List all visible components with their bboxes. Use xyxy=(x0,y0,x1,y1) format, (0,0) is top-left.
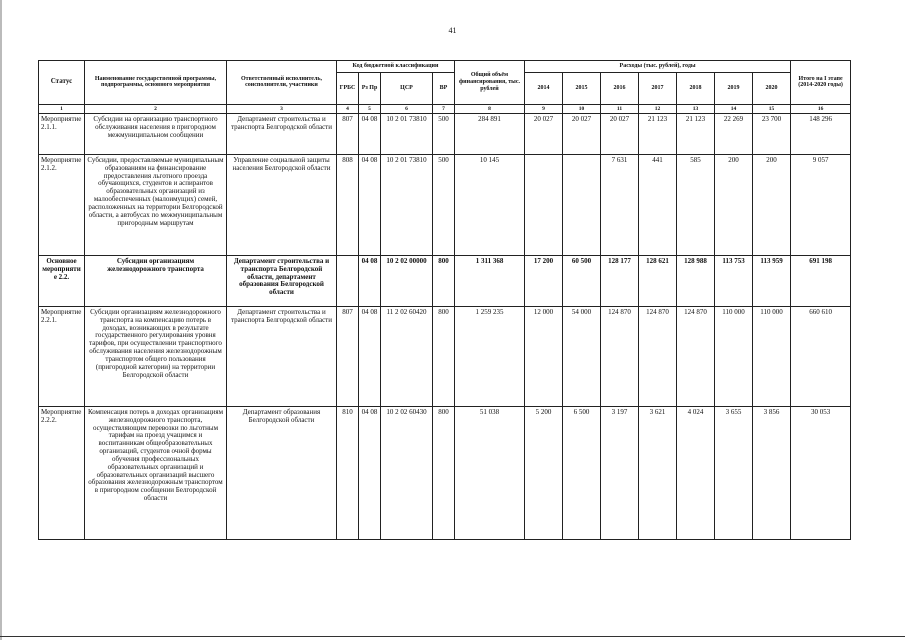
header-expenses: Расходы (тыс. рублей), годы xyxy=(525,61,791,73)
column-number: 16 xyxy=(791,104,851,113)
row-2017: 21 123 xyxy=(639,113,677,154)
row-2014: 5 200 xyxy=(525,406,563,539)
row-executor: Департамент строительства и транспорта Белгородской области xyxy=(227,113,337,154)
table-row xyxy=(39,406,851,539)
header-year: 2017 xyxy=(639,72,677,104)
row-2015 xyxy=(563,154,601,255)
row-2014: 17 200 xyxy=(525,255,563,306)
header-year: 2018 xyxy=(677,72,715,104)
header-program-name: Наименование государственной программы, подпрограммы, основного мероприятия xyxy=(85,61,227,105)
row-stage-total: 9 057 xyxy=(791,154,851,255)
row-2015: 54 000 xyxy=(563,306,601,406)
column-number: 4 xyxy=(337,104,359,113)
row-2016: 128 177 xyxy=(601,255,639,306)
row-vr: 800 xyxy=(433,255,455,306)
header-year: 2015 xyxy=(563,72,601,104)
budget-table xyxy=(38,60,851,540)
row-name: Субсидии организациям железнодорожного транспорта xyxy=(85,255,227,306)
row-2014 xyxy=(525,154,563,255)
column-number: 11 xyxy=(601,104,639,113)
header-rz-pr: Рз Пр xyxy=(359,72,381,104)
header-stage-total: Итого на I этапе (2014-2020 годы) xyxy=(791,61,851,105)
header-year: 2014 xyxy=(525,72,563,104)
row-2019: 200 xyxy=(715,154,753,255)
column-number: 5 xyxy=(359,104,381,113)
row-rz-pr: 04 08 xyxy=(359,406,381,539)
column-number: 3 xyxy=(227,104,337,113)
table-row xyxy=(39,154,851,255)
column-number: 9 xyxy=(525,104,563,113)
row-grbs: 807 xyxy=(337,113,359,154)
row-name: Субсидии на организацию транспортного обслуживания населения в пригородном межмуниципальном сообщении xyxy=(85,113,227,154)
row-csr: 10 2 01 73810 xyxy=(381,113,433,154)
row-executor: Департамент образования Белгородской области xyxy=(227,406,337,539)
header-executor: Ответственный исполнитель, соисполнители, участники xyxy=(227,61,337,105)
row-2015: 6 500 xyxy=(563,406,601,539)
row-csr: 10 2 02 60430 xyxy=(381,406,433,539)
row-2014: 20 027 xyxy=(525,113,563,154)
row-vr: 500 xyxy=(433,113,455,154)
row-2018: 128 988 xyxy=(677,255,715,306)
row-2020: 113 959 xyxy=(753,255,791,306)
header-year: 2019 xyxy=(715,72,753,104)
row-2019: 110 000 xyxy=(715,306,753,406)
column-number: 8 xyxy=(455,104,525,113)
row-2019: 22 269 xyxy=(715,113,753,154)
table-row xyxy=(39,306,851,406)
header-year: 2016 xyxy=(601,72,639,104)
row-executor: Департамент строительства и транспорта Белгородской области, департамент образования Белгородской области xyxy=(227,255,337,306)
row-vr: 500 xyxy=(433,154,455,255)
row-2016: 124 870 xyxy=(601,306,639,406)
row-rz-pr: 04 08 xyxy=(359,154,381,255)
row-2017: 128 621 xyxy=(639,255,677,306)
column-number-row xyxy=(39,104,851,113)
row-stage-total: 691 198 xyxy=(791,255,851,306)
row-2017: 124 870 xyxy=(639,306,677,406)
row-status: Мероприятие 2.2.1. xyxy=(39,306,85,406)
row-status: Мероприятие 2.1.1. xyxy=(39,113,85,154)
header-status: Статус xyxy=(39,61,85,105)
row-2019: 113 753 xyxy=(715,255,753,306)
table-row xyxy=(39,255,851,306)
column-number: 6 xyxy=(381,104,433,113)
header-total-volume: Общий объём финансирования, тыс. рублей xyxy=(455,61,525,105)
column-number: 7 xyxy=(433,104,455,113)
column-number: 12 xyxy=(639,104,677,113)
page-number: 41 xyxy=(448,26,457,35)
scan-edge xyxy=(0,0,2,640)
row-2017: 3 621 xyxy=(639,406,677,539)
table-row xyxy=(39,113,851,154)
row-vr: 800 xyxy=(433,306,455,406)
row-2016: 3 197 xyxy=(601,406,639,539)
row-name: Субсидии организациям железнодорожного транспорта на компенсацию потерь в доходах, возникающих в результате государственного регулирования уровня тарифов, при осуществлении транспортного обслуживания населения железнодорожным транспортом общего пользования (пригородной категории) на территории Белгородской области xyxy=(85,306,227,406)
row-2018: 21 123 xyxy=(677,113,715,154)
header-row-1 xyxy=(39,61,851,73)
header-vr: ВР xyxy=(433,72,455,104)
row-2014: 12 000 xyxy=(525,306,563,406)
row-rz-pr: 04 08 xyxy=(359,306,381,406)
row-grbs: 808 xyxy=(337,154,359,255)
column-number: 2 xyxy=(85,104,227,113)
row-stage-total: 148 296 xyxy=(791,113,851,154)
column-number: 15 xyxy=(753,104,791,113)
row-total: 1 259 235 xyxy=(455,306,525,406)
row-total: 10 145 xyxy=(455,154,525,255)
row-2016: 20 027 xyxy=(601,113,639,154)
row-csr: 11 2 02 60420 xyxy=(381,306,433,406)
row-executor: Управление социальной защиты населения Белгородской области xyxy=(227,154,337,255)
row-2020: 200 xyxy=(753,154,791,255)
row-name: Субсидии, предоставляемые муниципальным образованиям на финансирование предоставления льготного проезда обучающихся, студентов и аспирантов образовательных организаций из малообеспеченных (малоимущих) семей, расположенных на территории Белгородской области, а автобусах по межмуниципальным пригородным маршрутам xyxy=(85,154,227,255)
row-2017: 441 xyxy=(639,154,677,255)
row-total: 1 311 368 xyxy=(455,255,525,306)
row-status: Мероприятие 2.2.2. xyxy=(39,406,85,539)
scan-artifact-line xyxy=(0,636,905,637)
row-rz-pr: 04 08 xyxy=(359,113,381,154)
row-2015: 20 027 xyxy=(563,113,601,154)
row-2019: 3 655 xyxy=(715,406,753,539)
row-rz-pr: 04 08 xyxy=(359,255,381,306)
row-2018: 585 xyxy=(677,154,715,255)
row-2015: 60 500 xyxy=(563,255,601,306)
column-number: 10 xyxy=(563,104,601,113)
row-vr: 800 xyxy=(433,406,455,539)
row-grbs: 810 xyxy=(337,406,359,539)
row-total: 51 038 xyxy=(455,406,525,539)
column-number: 1 xyxy=(39,104,85,113)
row-total: 284 891 xyxy=(455,113,525,154)
row-stage-total: 30 053 xyxy=(791,406,851,539)
row-2016: 7 631 xyxy=(601,154,639,255)
row-status: Мероприятие 2.1.2. xyxy=(39,154,85,255)
row-csr: 10 2 01 73810 xyxy=(381,154,433,255)
column-number: 14 xyxy=(715,104,753,113)
row-grbs: 807 xyxy=(337,306,359,406)
row-status: Основное мероприятие 2.2. xyxy=(39,255,85,306)
row-csr: 10 2 02 00000 xyxy=(381,255,433,306)
row-2020: 23 700 xyxy=(753,113,791,154)
row-2018: 124 870 xyxy=(677,306,715,406)
row-2020: 3 856 xyxy=(753,406,791,539)
header-csr: ЦСР xyxy=(381,72,433,104)
row-2018: 4 024 xyxy=(677,406,715,539)
row-name: Компенсация потерь в доходах организациям железнодорожного транспорта, осуществляющим перевозки по льготным тарифам на проезд учащимся и воспитанникам общеобразовательных организаций, студентов очной формы обучения профессиональных образовательных организаций и образовательных организаций высшего образования железнодорожным транспортом в пригородном сообщении Белгородской области xyxy=(85,406,227,539)
row-stage-total: 660 610 xyxy=(791,306,851,406)
header-year: 2020 xyxy=(753,72,791,104)
column-number: 13 xyxy=(677,104,715,113)
header-grbs: ГРБС xyxy=(337,72,359,104)
header-budget-class: Код бюджетной классификации xyxy=(337,61,455,73)
row-executor: Департамент строительства и транспорта Белгородской области xyxy=(227,306,337,406)
row-grbs xyxy=(337,255,359,306)
row-2020: 110 000 xyxy=(753,306,791,406)
